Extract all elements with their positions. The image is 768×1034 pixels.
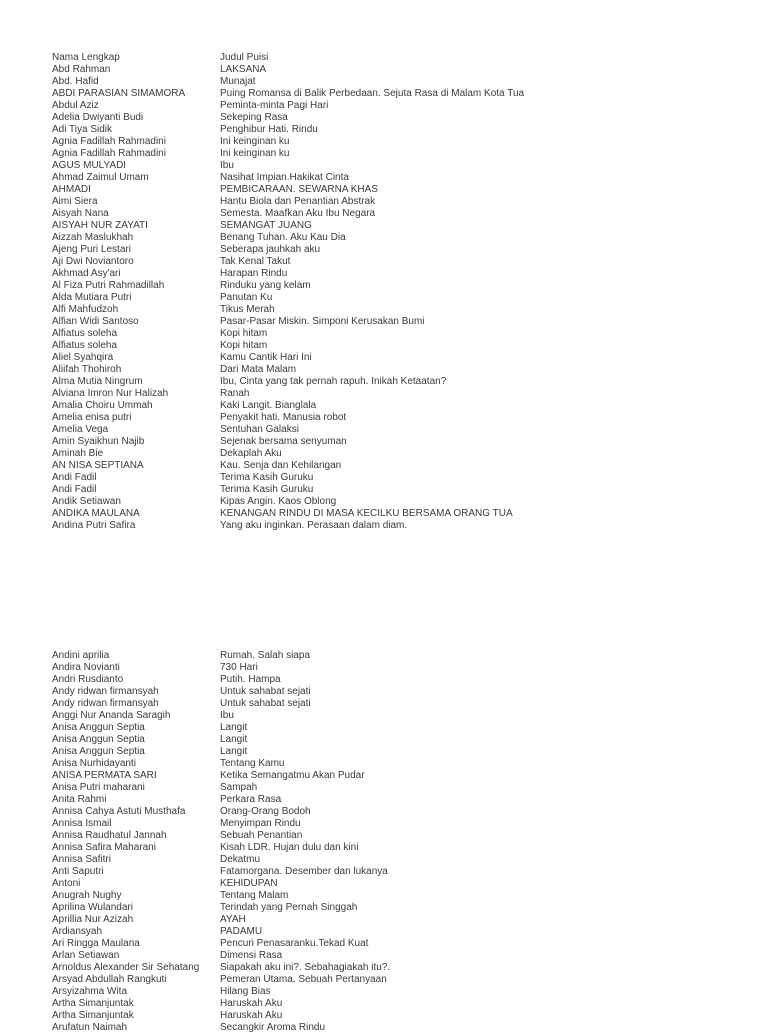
table-row bbox=[52, 208, 768, 220]
poem-title-cell: Benang Tuhan. Aku Kau Dia bbox=[220, 232, 346, 243]
table-row bbox=[52, 806, 768, 818]
table-row bbox=[52, 328, 768, 340]
full-name-cell: Amin Syaikhun Najib bbox=[52, 436, 145, 447]
table-row bbox=[52, 436, 768, 448]
poem-title-cell: Kamu Cantik Hari Ini bbox=[220, 352, 312, 363]
section-gap bbox=[52, 532, 768, 650]
poem-title-cell: Penghibur Hati. Rindu bbox=[220, 124, 318, 135]
poem-title-cell: PEMBICARAAN. SEWARNA KHAS bbox=[220, 184, 378, 195]
poem-title-cell: Untuk sahabat sejati bbox=[220, 686, 311, 697]
full-name-cell: Abd Rahman bbox=[52, 64, 111, 75]
table-row bbox=[52, 388, 768, 400]
table-row bbox=[52, 758, 768, 770]
full-name-cell: Antoni bbox=[52, 878, 81, 889]
table-row bbox=[52, 88, 768, 100]
full-name-cell: AHMADI bbox=[52, 184, 91, 195]
poem-title-cell: Rumah. Salah siapa bbox=[220, 650, 311, 661]
poem-title-cell: AYAH bbox=[220, 914, 246, 925]
poem-title-cell: Sejenak bersama senyuman bbox=[220, 436, 347, 447]
poem-title-cell: Pasar-Pasar Miskin. Simponi Kerusakan Bumi bbox=[220, 316, 425, 327]
poem-title-cell: Penyakit hati. Manusia robot bbox=[220, 412, 347, 423]
table-row bbox=[52, 998, 768, 1010]
poem-title-cell: Harapan Rindu bbox=[220, 268, 288, 279]
table-row bbox=[52, 304, 768, 316]
full-name-cell: Alfiatus soleha bbox=[52, 340, 118, 351]
table-row bbox=[52, 914, 768, 926]
poem-title-cell: Secangkir Aroma Rindu bbox=[220, 1022, 326, 1033]
poem-title-cell: Kau. Senja dan Kehilangan bbox=[220, 460, 342, 471]
full-name-cell: AISYAH NUR ZAYATI bbox=[52, 220, 148, 231]
poem-title-cell: Pencuri Penasaranku.Tekad Kuat bbox=[220, 938, 369, 949]
full-name-cell: Aprilina Wulandari bbox=[52, 902, 133, 913]
full-name-cell: Alfian Widi Santoso bbox=[52, 316, 139, 327]
table-row bbox=[52, 64, 768, 76]
table-row bbox=[52, 112, 768, 124]
poem-title-cell: Dekaplah Aku bbox=[220, 448, 282, 459]
poem-title-cell: Orang-Orang Bodoh bbox=[220, 806, 311, 817]
full-name-cell: Anisa Anggun Septia bbox=[52, 746, 145, 757]
poem-title-cell: Terindah yang Pernah Singgah bbox=[220, 902, 358, 913]
table-row bbox=[52, 364, 768, 376]
poem-title-cell: Ibu bbox=[220, 710, 234, 721]
full-name-cell: Artha Simanjuntak bbox=[52, 998, 134, 1009]
full-name-cell: Annisa Cahya Astuti Musthafa bbox=[52, 806, 186, 817]
full-name-cell: Aminah Bie bbox=[52, 448, 104, 459]
poem-title-cell: 730 Hari bbox=[220, 662, 258, 673]
poem-title-cell: Dari Mata Malam bbox=[220, 364, 297, 375]
full-name-cell: Annisa Safira Maharani bbox=[52, 842, 156, 853]
full-name-cell: AN NISA SEPTIANA bbox=[52, 460, 144, 471]
full-name-cell: AGUS MULYADI bbox=[52, 160, 127, 171]
poem-title-cell: Pemeran Utama. Sebuah Pertanyaan bbox=[220, 974, 387, 985]
full-name-cell: Amelia enisa putri bbox=[52, 412, 132, 423]
table-row bbox=[52, 520, 768, 532]
table-row bbox=[52, 496, 768, 508]
table-row bbox=[52, 232, 768, 244]
full-name-cell: Al Fiza Putri Rahmadillah bbox=[52, 280, 165, 291]
table-row bbox=[52, 268, 768, 280]
poem-title-cell: Ranah bbox=[220, 388, 250, 399]
poem-title-cell: Sampah bbox=[220, 782, 258, 793]
full-name-cell: Ahmad Zaimul Umam bbox=[52, 172, 149, 183]
poem-title-cell: Terima Kasih Guruku bbox=[220, 484, 314, 495]
full-name-cell: Ajeng Puri Lestari bbox=[52, 244, 131, 255]
poem-title-cell: Tentang Kamu bbox=[220, 758, 285, 769]
full-name-cell: Annisa Ismail bbox=[52, 818, 112, 829]
table-row bbox=[52, 950, 768, 962]
full-name-cell: Alma Mutia Ningrum bbox=[52, 376, 143, 387]
table-row bbox=[52, 746, 768, 758]
name-title-list bbox=[52, 52, 768, 1034]
poem-title-cell: Ibu, Cinta yang tak pernah rapuh. Inikah Ketaatan? bbox=[220, 376, 447, 387]
table-row bbox=[52, 1010, 768, 1022]
table-row bbox=[52, 292, 768, 304]
table-row bbox=[52, 938, 768, 950]
poem-title-cell: Sentuhan Galaksi bbox=[220, 424, 299, 435]
table-row bbox=[52, 244, 768, 256]
poem-title-cell: Ini keinginan ku bbox=[220, 136, 290, 147]
full-name-cell: Amelia Vega bbox=[52, 424, 109, 435]
table-row bbox=[52, 196, 768, 208]
table-row bbox=[52, 220, 768, 232]
full-name-cell: Anugrah Nughy bbox=[52, 890, 122, 901]
poem-title-cell: Sekeping Rasa bbox=[220, 112, 288, 123]
poem-title-cell: Perkara Rasa bbox=[220, 794, 282, 805]
full-name-cell: Ari Ringga Maulana bbox=[52, 938, 140, 949]
poem-title-cell: Kisah LDR. Hujan dulu dan kini bbox=[220, 842, 359, 853]
table-row bbox=[52, 280, 768, 292]
poem-title-cell: Haruskah Aku bbox=[220, 1010, 283, 1021]
full-name-cell: Andi Fadil bbox=[52, 484, 97, 495]
poem-title-cell: Langit bbox=[220, 746, 248, 757]
table-row bbox=[52, 662, 768, 674]
table-row bbox=[52, 698, 768, 710]
full-name-cell: Alda Mutiara Putri bbox=[52, 292, 132, 303]
full-name-cell: Alfiatus soleha bbox=[52, 328, 118, 339]
full-name-cell: Annisa Safitri bbox=[52, 854, 111, 865]
poem-title-cell: Hantu Biola dan Penantian Abstrak bbox=[220, 196, 376, 207]
poem-title-cell: Kopi hitam bbox=[220, 328, 268, 339]
full-name-cell: Abdul Aziz bbox=[52, 100, 99, 111]
poem-title-cell: Nasihat Impian.Hakikat Cinta bbox=[220, 172, 349, 183]
table-row bbox=[52, 830, 768, 842]
full-name-cell: Andy ridwan firmansyah bbox=[52, 686, 159, 697]
poem-title-cell: Haruskah Aku bbox=[220, 998, 283, 1009]
poem-title-cell: PADAMU bbox=[220, 926, 263, 937]
full-name-cell: Artha Simanjuntak bbox=[52, 1010, 134, 1021]
full-name-cell: Aizzah Maslukhah bbox=[52, 232, 134, 243]
table-row bbox=[52, 902, 768, 914]
table-row bbox=[52, 782, 768, 794]
full-name-cell: Abd. Hafid bbox=[52, 76, 99, 87]
poem-title-cell: Puing Romansa di Balik Perbedaan. Sejuta Rasa di Malam Kota Tua bbox=[220, 88, 525, 99]
full-name-cell: Anita Rahmi bbox=[52, 794, 107, 805]
table-row bbox=[52, 734, 768, 746]
full-name-cell: Andi Fadil bbox=[52, 472, 97, 483]
poem-title-cell: Panutan Ku bbox=[220, 292, 273, 303]
poem-title-cell: SEMANGAT JUANG bbox=[220, 220, 312, 231]
table-row bbox=[52, 376, 768, 388]
table-row bbox=[52, 974, 768, 986]
full-name-cell: Aji Dwi Noviantoro bbox=[52, 256, 134, 267]
full-name-cell: ANDIKA MAULANA bbox=[52, 508, 140, 519]
poem-title-cell: Rinduku yang kelam bbox=[220, 280, 311, 291]
poem-title-cell: Menyimpan Rindu bbox=[220, 818, 301, 829]
table-row bbox=[52, 148, 768, 160]
poem-title-cell: LAKSANA bbox=[220, 64, 267, 75]
table-row bbox=[52, 484, 768, 496]
table-row bbox=[52, 962, 768, 974]
full-name-cell: Aisyah Nana bbox=[52, 208, 109, 219]
poem-title-cell: Ini keinginan ku bbox=[220, 148, 290, 159]
poem-title-cell: Ibu bbox=[220, 160, 234, 171]
table-row bbox=[52, 986, 768, 998]
poem-title-cell: Putih. Hampa bbox=[220, 674, 281, 685]
poem-title-cell: Seberapa jauhkah aku bbox=[220, 244, 321, 255]
table-row bbox=[52, 424, 768, 436]
table-row bbox=[52, 686, 768, 698]
table-row bbox=[52, 722, 768, 734]
section-rows bbox=[52, 64, 768, 532]
table-row bbox=[52, 76, 768, 88]
full-name-cell: Anisa Putri maharani bbox=[52, 782, 145, 793]
poem-title-cell: Tikus Merah bbox=[220, 304, 275, 315]
section-rows bbox=[52, 650, 768, 1034]
poem-title-cell: Langit bbox=[220, 734, 248, 745]
table-row bbox=[52, 472, 768, 484]
full-name-cell: Anggi Nur Ananda Saragih bbox=[52, 710, 171, 721]
full-name-cell: Andri Rusdianto bbox=[52, 674, 124, 685]
full-name-cell: Adelia Dwiyanti Budi bbox=[52, 112, 144, 123]
poem-title-cell: Semesta. Maafkan Aku Ibu Negara bbox=[220, 208, 376, 219]
full-name-cell: Arsyad Abdullah Rangkuti bbox=[52, 974, 167, 985]
column-header-row bbox=[52, 52, 768, 64]
poem-title-cell: Munajat bbox=[220, 76, 256, 87]
table-row bbox=[52, 412, 768, 424]
full-name-cell: Ardiansyah bbox=[52, 926, 103, 937]
full-name-cell: Aprillia Nur Azizah bbox=[52, 914, 134, 925]
table-row bbox=[52, 854, 768, 866]
poem-title-cell: KENANGAN RINDU DI MASA KECILKU BERSAMA ORANG TUA bbox=[220, 508, 513, 519]
full-name-cell: Andini aprilia bbox=[52, 650, 110, 661]
poem-title-cell: Fatamorgana. Desember dan lukanya bbox=[220, 866, 388, 877]
table-row bbox=[52, 316, 768, 328]
table-row bbox=[52, 340, 768, 352]
poem-title-cell: Dimensi Rasa bbox=[220, 950, 283, 961]
table-row bbox=[52, 1022, 768, 1034]
poem-title-cell: Hilang Bias bbox=[220, 986, 271, 997]
full-name-cell: Arnoldus Alexander Sir Sehatang bbox=[52, 962, 200, 973]
poem-title-cell: Tak Kenal Takut bbox=[220, 256, 291, 267]
full-name-cell: Andy ridwan firmansyah bbox=[52, 698, 159, 709]
full-name-cell: Andik Setiawan bbox=[52, 496, 121, 507]
full-name-cell: Amalia Choiru Ummah bbox=[52, 400, 153, 411]
title-column-header: Judul Puisi bbox=[220, 52, 269, 63]
table-row bbox=[52, 650, 768, 662]
table-row bbox=[52, 184, 768, 196]
full-name-cell: Anisa Anggun Septia bbox=[52, 734, 145, 745]
table-row bbox=[52, 448, 768, 460]
table-row bbox=[52, 770, 768, 782]
full-name-cell: Anti Saputri bbox=[52, 866, 104, 877]
full-name-cell: Aliifah Thohiroh bbox=[52, 364, 122, 375]
poem-title-cell: Langit bbox=[220, 722, 248, 733]
full-name-cell: Annisa Raudhatul Jannah bbox=[52, 830, 167, 841]
table-row bbox=[52, 136, 768, 148]
table-row bbox=[52, 172, 768, 184]
full-name-cell: Adi Tiya Sidik bbox=[52, 124, 113, 135]
poem-title-cell: Terima Kasih Guruku bbox=[220, 472, 314, 483]
full-name-cell: Anisa Nurhidayanti bbox=[52, 758, 136, 769]
full-name-cell: Arsyizahma Wita bbox=[52, 986, 128, 997]
full-name-cell: Andina Putri Safira bbox=[52, 520, 136, 531]
full-name-cell: Anisa Anggun Septia bbox=[52, 722, 145, 733]
full-name-cell: Agnia Fadillah Rahmadini bbox=[52, 136, 166, 147]
full-name-cell: ANISA PERMATA SARI bbox=[52, 770, 157, 781]
poem-title-cell: Peminta-minta Pagi Hari bbox=[220, 100, 329, 111]
full-name-cell: Aliel Syahqira bbox=[52, 352, 114, 363]
poem-title-cell: Ketika Semangatmu Akan Pudar bbox=[220, 770, 365, 781]
table-row bbox=[52, 508, 768, 520]
table-row bbox=[52, 256, 768, 268]
table-row bbox=[52, 878, 768, 890]
poem-title-cell: Yang aku inginkan. Perasaan dalam diam. bbox=[220, 520, 408, 531]
full-name-cell: Akhmad Asy'ari bbox=[52, 268, 121, 279]
poem-title-cell: Untuk sahabat sejati bbox=[220, 698, 311, 709]
poem-title-cell: KEHIDUPAN bbox=[220, 878, 278, 889]
poem-title-cell: Sebuah Penantian bbox=[220, 830, 303, 841]
full-name-cell: Arlan Setiawan bbox=[52, 950, 120, 961]
name-column-header: Nama Lengkap bbox=[52, 52, 120, 63]
list-section-2 bbox=[52, 650, 768, 1034]
poem-title-cell: Kipas Angin. Kaos Oblong bbox=[220, 496, 337, 507]
full-name-cell: Alfi Mahfudzoh bbox=[52, 304, 119, 315]
table-row bbox=[52, 818, 768, 830]
table-row bbox=[52, 460, 768, 472]
table-row bbox=[52, 352, 768, 364]
table-row bbox=[52, 842, 768, 854]
poem-title-cell: Dekatmu bbox=[220, 854, 261, 865]
full-name-cell: Alviana Imron Nur Halizah bbox=[52, 388, 169, 399]
table-row bbox=[52, 866, 768, 878]
poem-title-cell: Tentang Malam bbox=[220, 890, 289, 901]
table-row bbox=[52, 674, 768, 686]
table-row bbox=[52, 400, 768, 412]
table-row bbox=[52, 100, 768, 112]
table-row bbox=[52, 794, 768, 806]
full-name-cell: Andira Novianti bbox=[52, 662, 120, 673]
list-section-1 bbox=[52, 52, 768, 532]
table-row bbox=[52, 890, 768, 902]
full-name-cell: Arufatun Naimah bbox=[52, 1022, 128, 1033]
full-name-cell: Aimi Siera bbox=[52, 196, 98, 207]
full-name-cell: Agnia Fadillah Rahmadini bbox=[52, 148, 166, 159]
poem-title-cell: Kaki Langit. Bianglala bbox=[220, 400, 317, 411]
poem-title-cell: Siapakah aku ini?. Sebahagiakah itu?. bbox=[220, 962, 391, 973]
table-row bbox=[52, 124, 768, 136]
full-name-cell: ABDI PARASIAN SIMAMORA bbox=[52, 88, 186, 99]
table-row bbox=[52, 160, 768, 172]
table-row bbox=[52, 926, 768, 938]
table-row bbox=[52, 710, 768, 722]
poem-title-cell: Kopi hitam bbox=[220, 340, 268, 351]
